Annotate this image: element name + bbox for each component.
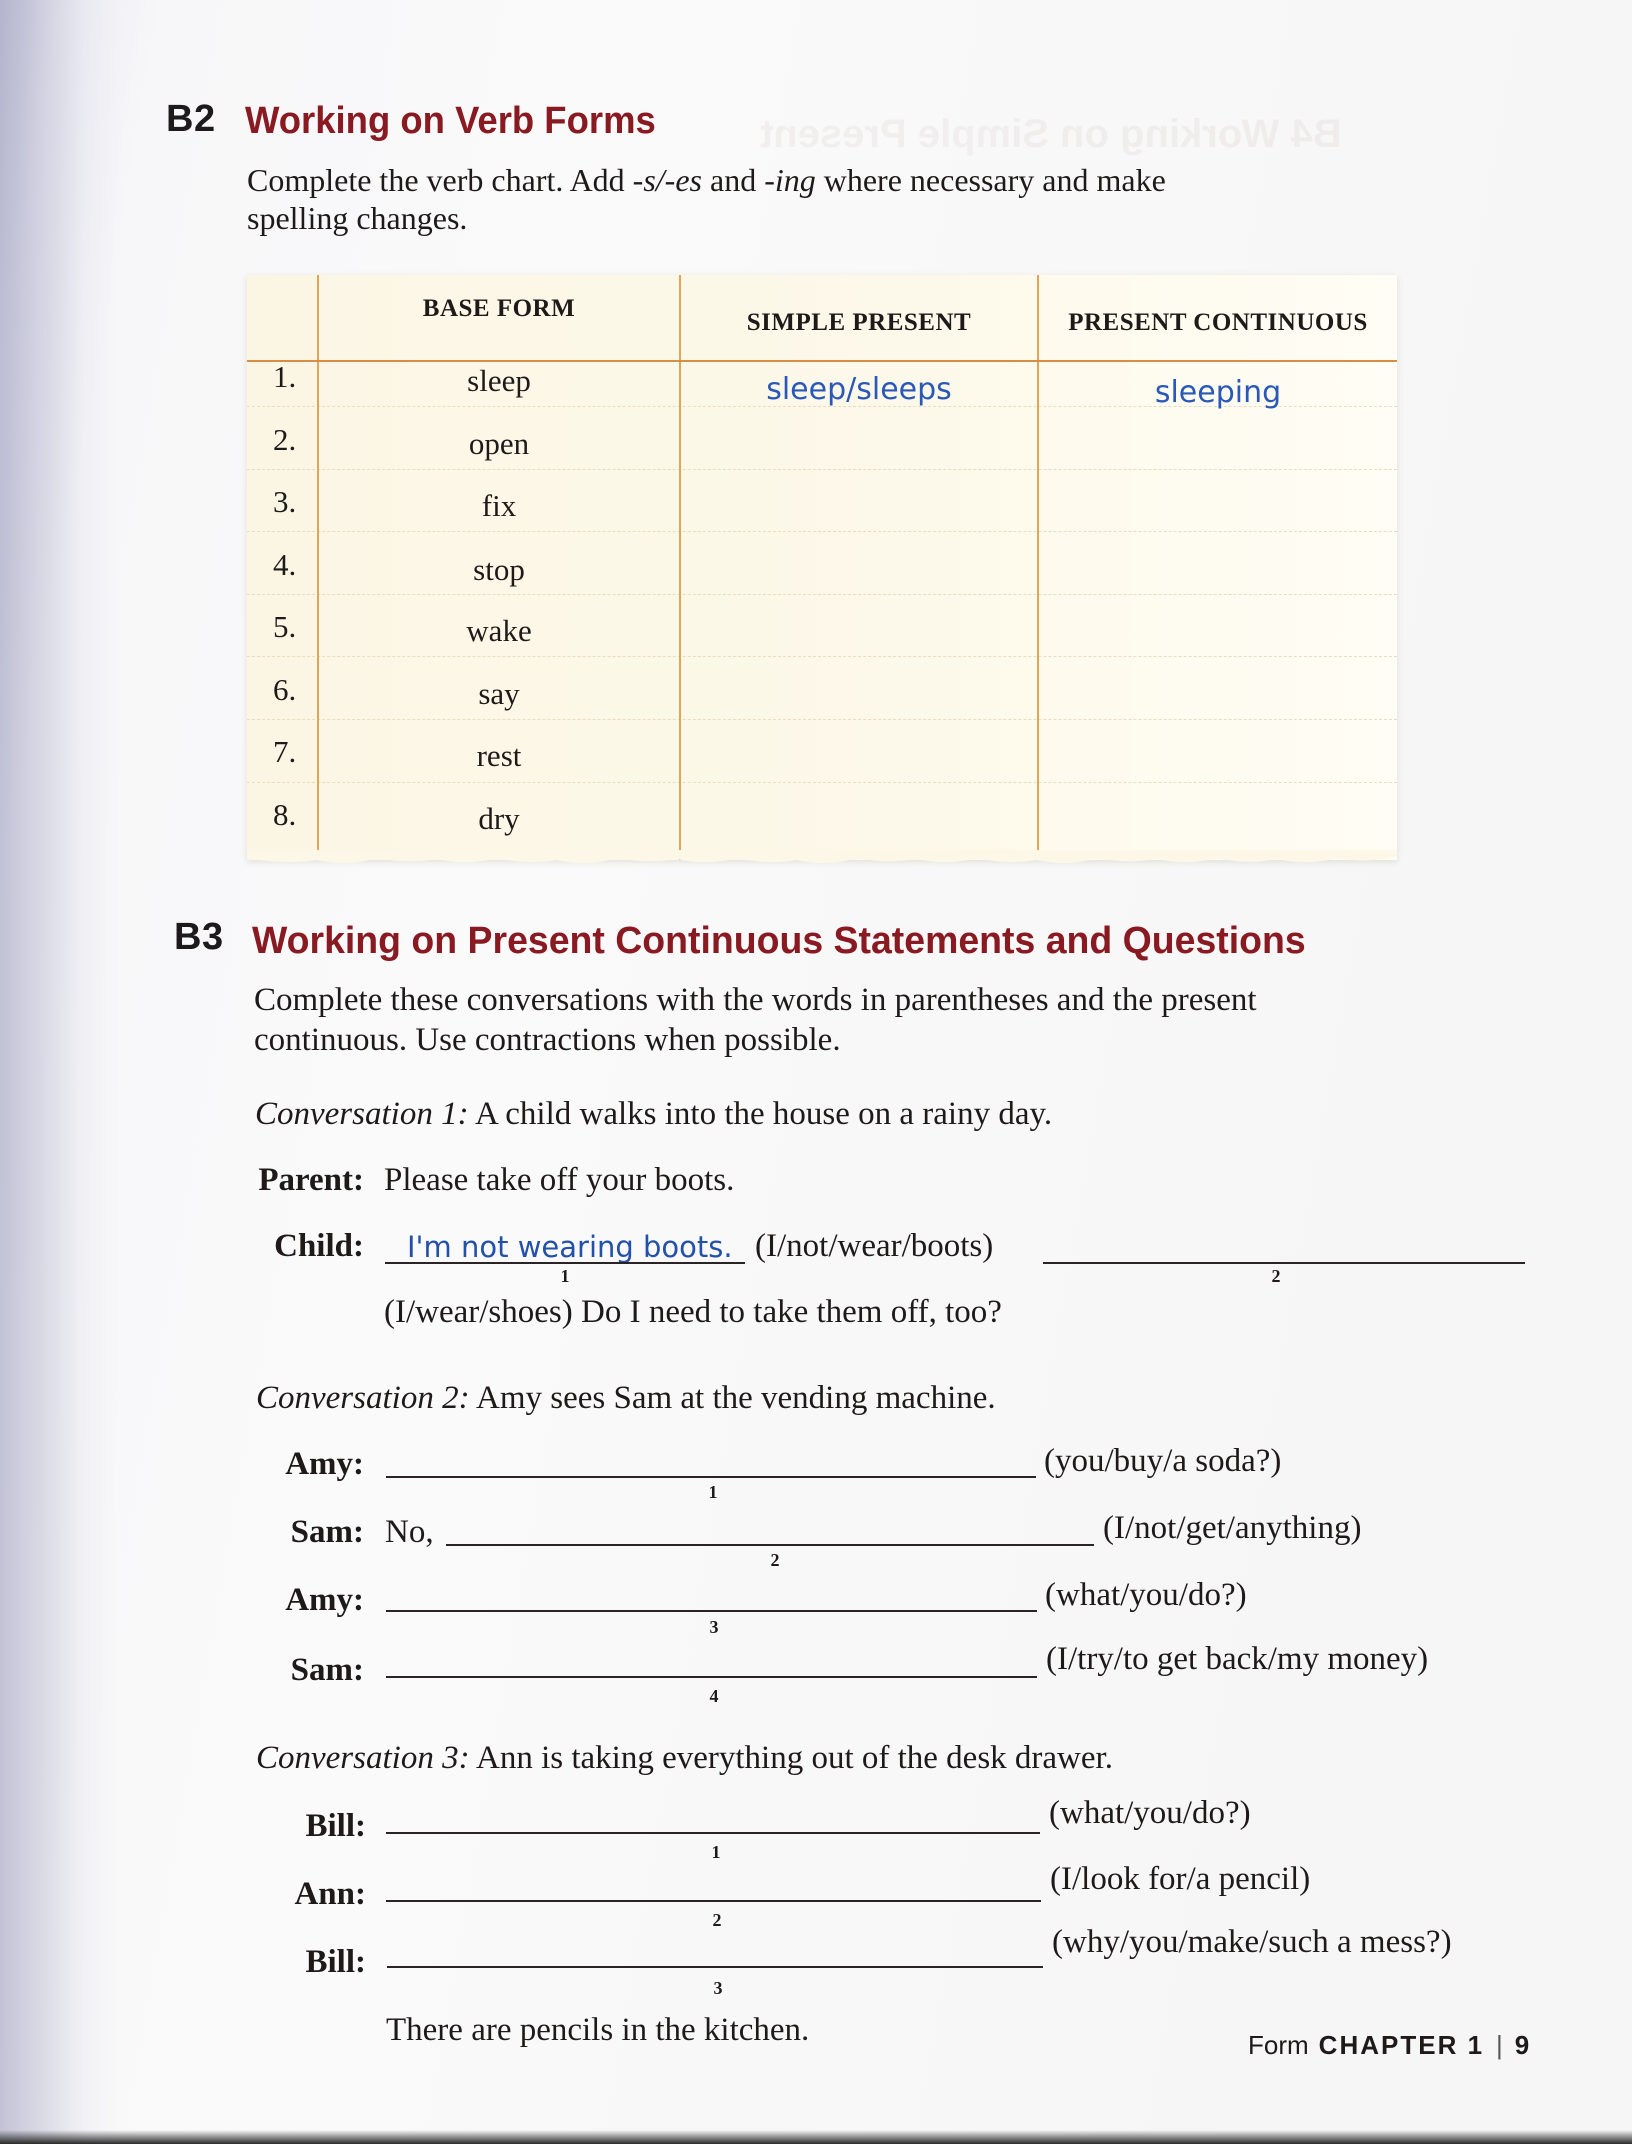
b2-instruction-part-1: Complete the verb chart. Add (247, 162, 633, 198)
header-present-continuous: PRESENT CONTINUOUS (1068, 309, 1368, 336)
row-number: 3. (273, 484, 297, 519)
row-number: 2. (273, 422, 297, 457)
speaker-parent: Parent: (258, 1162, 364, 1198)
section-title-b2: Working on Verb Forms (245, 100, 656, 142)
cue-text: (what/you/do?) (1049, 1795, 1251, 1831)
conversation-1-description: A child walks into the house on a rainy day. (468, 1096, 1053, 1132)
blank-number: 2 (712, 1910, 722, 1930)
header-base-form: BASE FORM (422, 295, 576, 322)
b2-instruction-part-2: -s/-es (632, 162, 702, 198)
speaker-amy: Amy: (285, 1582, 364, 1618)
present-continuous-answer[interactable]: sleeping (1154, 375, 1282, 410)
line-prefix: No, (385, 1514, 434, 1550)
conversation-2-description: Amy sees Sam at the vending machine. (469, 1380, 996, 1416)
base-form-cell: rest (476, 738, 522, 773)
blank-number: 3 (709, 1617, 719, 1637)
conversation-3-label: Conversation 3: (256, 1740, 470, 1776)
conversation-3-intro (256, 1740, 1113, 1777)
page-number: 9 (1514, 2030, 1530, 2060)
b2-instruction-part-3: and (701, 162, 765, 198)
row-number: 6. (273, 672, 297, 707)
section-title-b3: Working on Present Continuous Statements and Questions (252, 920, 1306, 962)
base-form-cell: fix (481, 488, 517, 523)
page-bottom-edge (0, 2130, 1632, 2144)
conversation-2-intro (256, 1380, 996, 1417)
show-through-text: B4 Working on Simple Present (760, 112, 1342, 156)
header-simple-present: SIMPLE PRESENT (746, 309, 972, 336)
row-number: 5. (273, 609, 297, 644)
verb-chart (247, 275, 1397, 860)
cue-text: (what/you/do?) (1045, 1577, 1247, 1613)
b2-instruction (247, 160, 1166, 200)
answer-blank[interactable] (386, 1832, 1040, 1834)
blank-number: 1 (711, 1842, 721, 1862)
base-form-cell: say (478, 676, 520, 711)
cue-text: (you/buy/a soda?) (1044, 1443, 1282, 1479)
closing-line: There are pencils in the kitchen. (386, 2012, 810, 2048)
speaker-bill: Bill: (305, 1944, 366, 1980)
conversation-1-intro (255, 1096, 1052, 1133)
base-form-cell: dry (478, 801, 520, 836)
b2-instruction-part-5: where necessary and make (815, 162, 1166, 198)
conversation-2-label: Conversation 2: (256, 1380, 470, 1416)
cue-text: (I/look for/a pencil) (1050, 1861, 1311, 1897)
torn-paper-edge (247, 850, 1397, 868)
page-footer (1248, 2030, 1529, 2061)
base-form-cell: wake (466, 613, 532, 648)
answer-blank[interactable] (386, 1900, 1041, 1902)
b2-instruction-line-2: spelling changes. (247, 200, 468, 236)
footer-chapter: CHAPTER 1 (1318, 2030, 1485, 2060)
section-number-b2: B2 (166, 98, 216, 140)
answer-blank[interactable] (387, 1966, 1043, 1968)
simple-present-answer[interactable]: sleep/sleeps (766, 372, 952, 407)
child-answer-1[interactable]: I'm not wearing boots. (407, 1230, 733, 1264)
cue-text: (I/not/get/anything) (1103, 1510, 1362, 1546)
blank-number: 3 (713, 1978, 723, 1998)
row-number: 8. (273, 797, 297, 832)
blank-number: 2 (770, 1550, 780, 1570)
footer-section: Form (1248, 2030, 1309, 2060)
b2-instruction-part-4: -ing (764, 162, 816, 198)
row-number: 4. (273, 547, 297, 582)
base-form-cell: stop (473, 552, 525, 587)
chart-header-rule (247, 360, 1397, 362)
blank-number: 2 (1271, 1266, 1281, 1286)
answer-blank[interactable] (386, 1676, 1037, 1678)
page-binding-shadow (0, 0, 120, 2144)
cue-text: (I/try/to get back/my money) (1046, 1641, 1429, 1677)
speaker-amy: Amy: (285, 1446, 364, 1482)
answer-blank[interactable] (386, 1476, 1036, 1478)
speaker-child: Child: (274, 1228, 364, 1264)
parent-line: Please take off your boots. (384, 1162, 735, 1198)
conversation-3-description: Ann is taking everything out of the desk drawer. (469, 1740, 1113, 1776)
blank-number: 1 (560, 1266, 570, 1286)
row-number: 7. (273, 734, 297, 769)
speaker-sam: Sam: (290, 1652, 364, 1688)
b3-instruction-line-1: Complete these conversations with the words in parentheses and the present (254, 982, 1257, 1018)
conversation-1-label: Conversation 1: (255, 1096, 469, 1132)
blank-number: 1 (708, 1482, 718, 1502)
cue-text: (I/wear/shoes) Do I need to take them off, too? (384, 1294, 1002, 1330)
answer-blank[interactable] (1043, 1262, 1525, 1264)
answer-blank[interactable] (446, 1544, 1094, 1546)
speaker-ann: Ann: (294, 1876, 366, 1912)
answer-blank[interactable] (386, 1610, 1037, 1612)
cue-text: (why/you/make/such a mess?) (1052, 1924, 1452, 1960)
footer-separator: | (1496, 2030, 1503, 2060)
cue-text: (I/not/wear/boots) (755, 1228, 994, 1264)
speaker-bill: Bill: (305, 1808, 366, 1844)
blank-number: 4 (709, 1686, 719, 1706)
base-form-cell: open (468, 426, 530, 461)
answer-blank[interactable] (385, 1262, 745, 1264)
row-number: 1. (273, 359, 297, 394)
base-form-cell: sleep (467, 363, 531, 398)
section-number-b3: B3 (174, 916, 224, 958)
speaker-sam: Sam: (290, 1514, 364, 1550)
b3-instruction-line-2: continuous. Use contractions when possible. (254, 1022, 841, 1058)
